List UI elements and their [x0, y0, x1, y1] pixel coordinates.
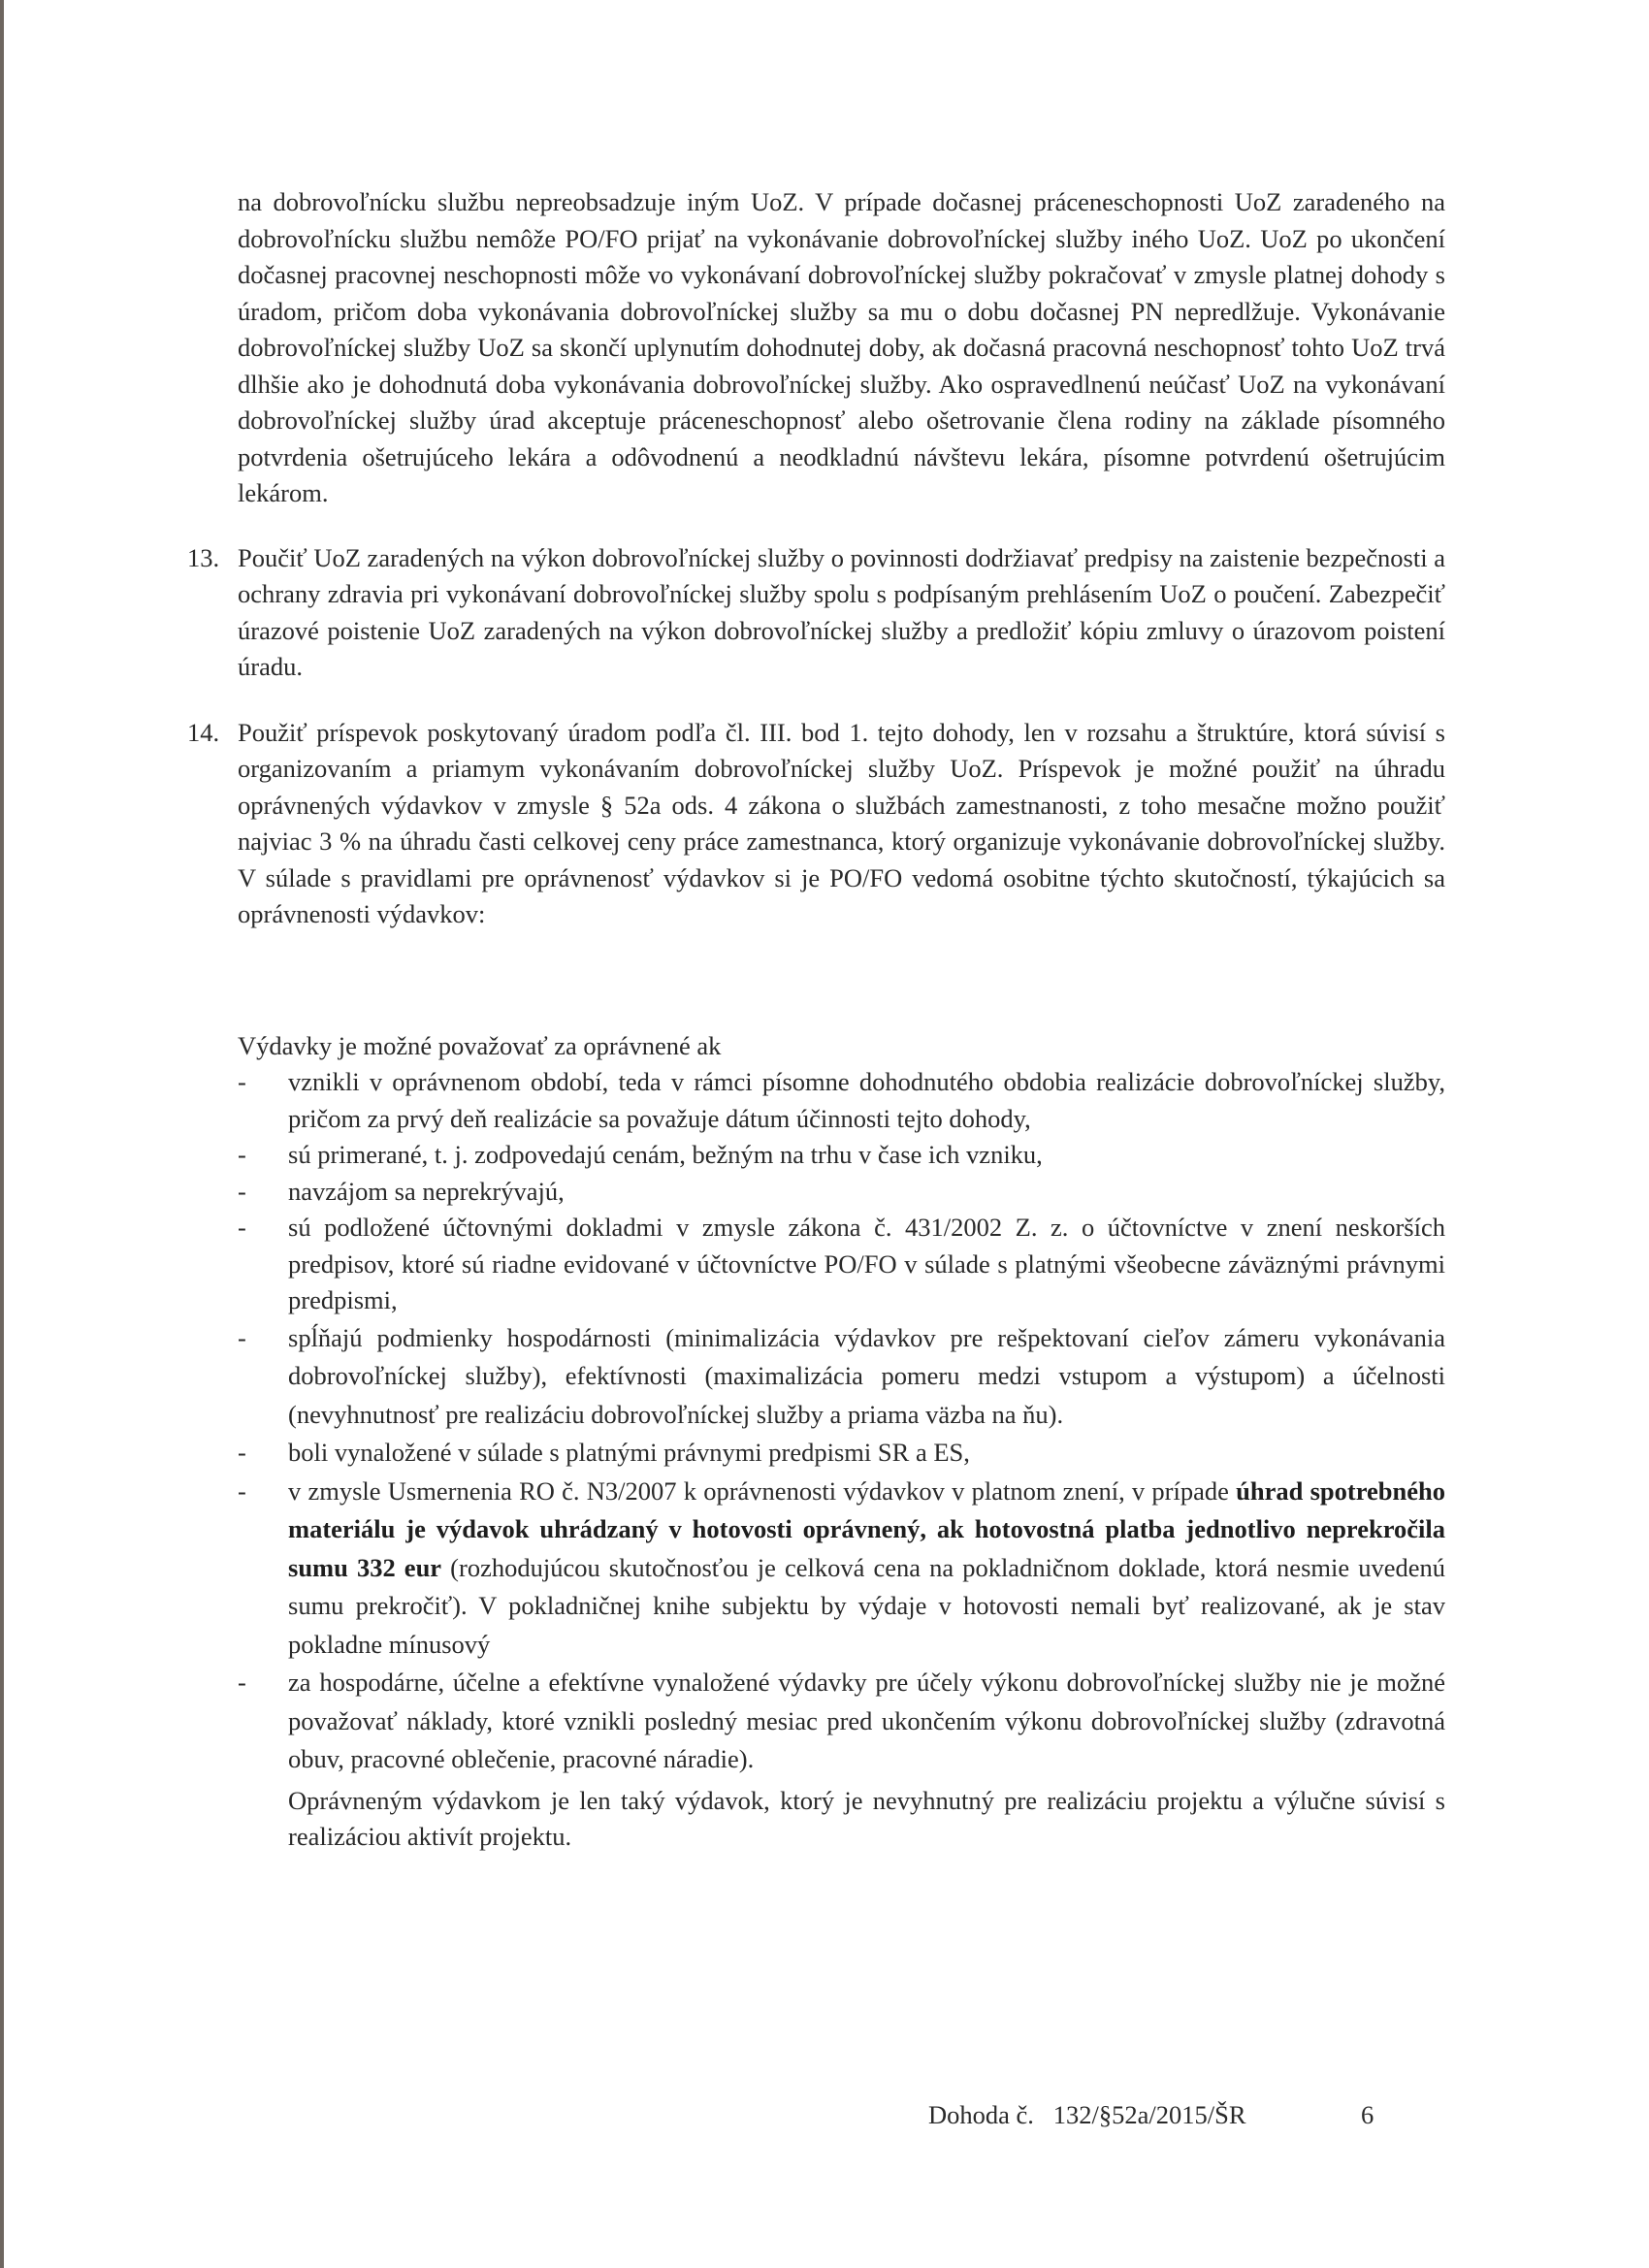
list-item — [238, 1434, 1445, 1473]
list-item — [238, 1064, 1445, 1137]
dash-bullet: - — [238, 1213, 246, 1242]
dash-bullet: - — [238, 1322, 246, 1352]
list-item-text-bold: úhrad spotrebného materiálu je výdavok uhrádzaný v hotovosti oprávnený, ak hotovostná platba jednotlivo neprekročila sumu 332 eur — [288, 1475, 1445, 1582]
eligibility-closing: Oprávneným výdavkom je len taký výdavok, ktorý je nevyhnutný pre realizáciu projektu a výlučne súvisí s realizáciou aktivít projektu. — [288, 1785, 1445, 1851]
list-item-text: sú primerané, t. j. zodpovedajú cenám, bežným na trhu v čase ich vzniku, — [288, 1140, 1043, 1169]
list-item — [238, 1473, 1445, 1665]
paragraph-continuation: na dobrovoľnícku službu nepreobsadzuje iným UoZ. V prípade dočasnej práceneschopnosti UoZ zaradeného na dobrovoľnícku službu nemôže PO/FO prijať na vykonávanie dobrovoľníckej služby iného UoZ. UoZ po ukončení dočasnej pracovnej neschopnosti môže vo vykonávaní dobrovoľníckej služby pokračovať v zmysle platnej dohody s úradom, pričom doba vykonávania dobrovoľníckej služby sa mu o dobu dočasnej PN nepredlžuje. Vykonávanie dobrovoľníckej služby UoZ sa skončí uplynutím dohodnutej doby, ak dočasná pracovná neschopnosť tohto UoZ trvá dlhšie ako je dohodnutá doba vykonávania dobrovoľníckej služby. Ako ospravedlnenú neúčasť UoZ na vykonávaní dobrovoľníckej služby úrad akceptuje práceneschopnosť alebo ošetrovanie člena rodiny na základe písomného potvrdenia ošetrujúceho lekára a odôvodnenú a neodkladnú návštevu lekára, písomne potvrdenú ošetrujúcim lekárom. — [238, 187, 1445, 507]
item-text: Poučiť UoZ zaradených na výkon dobrovoľníckej služby o povinnosti dodržiavať predpisy na zaistenie bezpečnosti a ochrany zdravia pri vykonávaní dobrovoľníckej služby spolu s podpísaným prehlásením UoZ o poučení. Zabezpečiť úrazové poistenie UoZ zaradených na výkon dobrovoľníckej služby a predložiť kópiu zmluvy o úrazovom poistení úradu. — [238, 542, 1445, 681]
list-item-text-after: (rozhodujúcou skutočnosťou je celková cena na pokladničnom doklade, ktorá nesmie uvedenú sumu prekročiť). V pokladničnej knihe subjektu by výdaje v hotovosti nemali byť realizované, ak je stav pokladne mínusový — [288, 1552, 1445, 1659]
dash-bullet: - — [238, 1176, 246, 1206]
list-item — [238, 1137, 1445, 1174]
numbered-item-14 — [187, 715, 1445, 933]
scan-edge — [0, 0, 4, 2268]
numbered-item-13 — [187, 540, 1445, 686]
list-item — [238, 1174, 1445, 1211]
item-text: Použiť príspevok poskytovaný úradom podľa čl. III. bod 1. tejto dohody, len v rozsahu a štruktúre, ktorá súvisí s organizovaním a priamym vykonávaním dobrovoľníckej služby UoZ. Príspevok je možné použiť na úhradu oprávnených výdavkov v zmysle § 52a ods. 4 zákona o službách zamestnanosti, z toho mesačne možno použiť najviac 3 % na úhradu časti celkovej ceny práce zamestnanca, ktorý organizuje vykonávanie dobrovoľníckej služby. V súlade s pravidlami pre oprávnenosť výdavkov si je PO/FO vedomá osobitne týchto skutočností, týkajúcich sa oprávnenosti výdavkov: — [238, 717, 1445, 928]
list-item-text: sú podložené účtovnými dokladmi v zmysle zákona č. 431/2002 Z. z. o účtovníctve v znení neskorších predpisov, ktoré sú riadne evidované v účtovníctve PO/FO v súlade s platnými všeobecne záväznými právnymi predpismi, — [288, 1213, 1445, 1314]
eligibility-lead: Výdavky je možné považovať za oprávnené ak — [238, 1030, 722, 1060]
dash-bullet: - — [238, 1668, 246, 1697]
item-number: 13. — [187, 542, 220, 572]
page-footer — [928, 2100, 1374, 2130]
list-item-text: boli vynaložené v súlade s platnými právnymi predpismi SR a ES, — [288, 1438, 970, 1467]
item-number: 14. — [187, 717, 220, 747]
list-item — [238, 1210, 1445, 1319]
dash-bullet: - — [238, 1475, 246, 1506]
list-item — [238, 1319, 1445, 1435]
dash-bullet: - — [238, 1438, 246, 1467]
dash-bullet: - — [238, 1067, 246, 1096]
list-item — [238, 1664, 1445, 1779]
agreement-reference: Dohoda č. 132/§52a/2015/ŠR — [928, 2100, 1246, 2129]
list-item-text: vznikli v oprávnenom období, teda v rámci písomne dohodnutého obdobia realizácie dobrovoľníckej služby, pričom za prvý deň realizácie sa považuje dátum účinnosti tejto dohody, — [288, 1067, 1445, 1133]
list-item-text-before: v zmysle Usmernenia RO č. N3/2007 k oprávnenosti výdavkov v platnom znení, v prípade — [288, 1475, 1237, 1506]
list-item-text: spĺňajú podmienky hospodárnosti (minimalizácia výdavkov pre rešpektovaní cieľov zámeru vykonávania dobrovoľníckej služby), efektívnosti (maximalizácia pomeru medzi vstupom a výstupom) a účelnosti (nevyhnutnosť pre realizáciu dobrovoľníckej služby a priama väzba na ňu). — [288, 1322, 1445, 1429]
list-item-text: za hospodárne, účelne a efektívne vynaložené výdavky pre účely výkonu dobrovoľníckej služby nie je možné považovať náklady, ktoré vznikli posledný mesiac pred ukončením výkonu dobrovoľníckej služby (zdravotná obuv, pracovné oblečenie, pracovné náradie). — [288, 1668, 1445, 1773]
eligibility-list — [238, 1064, 1445, 1779]
dash-bullet: - — [238, 1140, 246, 1169]
page-number: 6 — [1361, 2100, 1374, 2129]
document-page — [187, 184, 1445, 1855]
list-item-text: navzájom sa neprekrývajú, — [288, 1176, 565, 1206]
